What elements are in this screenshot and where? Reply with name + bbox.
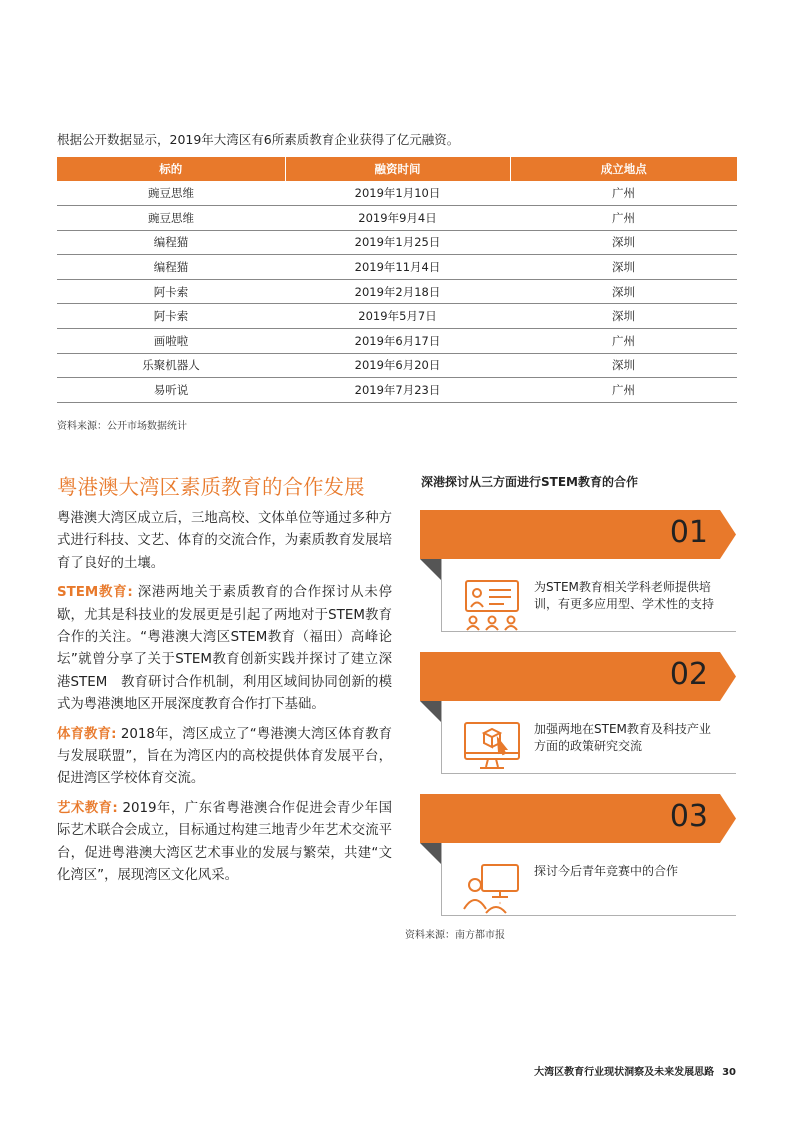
table-row [57, 304, 737, 329]
table-header-row [57, 157, 737, 181]
cell-location: 深圳 [510, 279, 737, 304]
body-paragraph-sport [57, 724, 392, 791]
panel-border-left [441, 701, 442, 773]
panel-text: 加强两地在STEM教育及科技产业方面的政策研究交流 [534, 722, 711, 753]
page-number: 30 [722, 1067, 736, 1078]
cooperation-panel-01 [420, 510, 736, 648]
panel-number: 02 [669, 657, 708, 692]
cell-date: 2019年6月17日 [285, 329, 510, 354]
table-row [57, 255, 737, 280]
stem-text: 深港两地关于素质教育的合作探讨从未停歇，尤其是科技业的发展更是引起了两地对于STEM教育合作的关注。“粤港澳大湾区STEM教育（福田）高峰论坛”就曾分享了关于STEM教育创新实践并探讨了建立深港STEM 教育研讨合作机制，利用区域间协同创新的模式为粤港澳地区开展深度教育合作打下基础。 [57, 585, 392, 713]
cell-company: 画啦啦 [57, 329, 285, 354]
teacher-training-icon [462, 579, 522, 631]
stem-label: STEM教育: [57, 585, 133, 601]
banner-fold [420, 843, 442, 865]
cell-company: 阿卡索 [57, 304, 285, 329]
cell-location: 广州 [510, 206, 737, 231]
banner-fold [420, 559, 442, 581]
table-row [57, 181, 737, 206]
panel-border-left [441, 559, 442, 631]
cell-date: 2019年2月18日 [285, 279, 510, 304]
sport-text: 2018年，湾区成立了“粤港澳大湾区体育教育与发展联盟”，旨在为湾区内的高校提供体育发展平台，促进湾区学校体育交流。 [57, 726, 392, 787]
art-text: 2019年，广东省粤港澳合作促进会青少年国际艺术联合会成立，目标通过构建三地青少年艺术交流平台，促进粤港澳大湾区艺术事业的发展与繁荣，共建“文化湾区”，展现湾区文化风采。 [57, 800, 392, 884]
banner-fold [420, 701, 442, 723]
cell-date: 2019年6月20日 [285, 353, 510, 378]
panel-banner [420, 652, 736, 701]
table-row [57, 378, 737, 403]
panel-border-left [441, 843, 442, 915]
cell-date: 2019年1月10日 [285, 181, 510, 206]
cell-date: 2019年1月25日 [285, 230, 510, 255]
table-row [57, 206, 737, 231]
art-label: 艺术教育: [57, 800, 118, 816]
panel-border-bottom [441, 915, 736, 916]
table-row [57, 279, 737, 304]
table-row [57, 230, 737, 255]
cell-location: 深圳 [510, 353, 737, 378]
header-location: 成立地点 [510, 157, 737, 181]
cell-location: 深圳 [510, 230, 737, 255]
sport-label: 体育教育: [57, 726, 117, 742]
panel-number: 01 [669, 515, 708, 550]
header-target: 标的 [57, 157, 285, 181]
body-text [57, 508, 392, 895]
cooperation-title: 深港探讨从三方面进行STEM教育的合作 [421, 475, 638, 489]
page-footer [534, 1063, 736, 1078]
panel-number: 03 [669, 799, 708, 834]
footer-title: 大湾区教育行业现状洞察及未来发展思路 [534, 1067, 715, 1078]
intro-text: 根据公开数据显示，2019年大湾区有6所素质教育企业获得了亿元融资。 [57, 132, 460, 147]
cooperation-panel-02 [420, 652, 736, 790]
panel-source-note: 资料来源：南方都市报 [405, 930, 505, 941]
cell-date: 2019年9月4日 [285, 206, 510, 231]
body-paragraph-art [57, 798, 392, 888]
panel-banner [420, 794, 736, 843]
cell-location: 深圳 [510, 255, 737, 280]
panel-border-bottom [441, 773, 736, 774]
cell-date: 2019年5月7日 [285, 304, 510, 329]
cell-date: 2019年11月4日 [285, 255, 510, 280]
cooperation-panel-03 [420, 794, 736, 932]
cell-company: 豌豆思维 [57, 206, 285, 231]
computer-cube-icon [462, 721, 522, 773]
body-paragraph-stem [57, 582, 392, 716]
cell-location: 深圳 [510, 304, 737, 329]
header-date: 融资时间 [285, 157, 510, 181]
youth-competition-icon [462, 863, 522, 915]
cell-company: 乐聚机器人 [57, 353, 285, 378]
body-paragraph-intro: 粤港澳大湾区成立后，三地高校、文体单位等通过多种方式进行科技、文艺、体育的交流合作，为素质教育发展培育了良好的土壤。 [57, 511, 392, 571]
cell-location: 广州 [510, 329, 737, 354]
financing-table [57, 157, 737, 403]
table-row [57, 353, 737, 378]
cell-location: 广州 [510, 181, 737, 206]
section-title: 粤港澳大湾区素质教育的合作发展 [57, 475, 365, 499]
cell-company: 豌豆思维 [57, 181, 285, 206]
cell-location: 广州 [510, 378, 737, 403]
cell-company: 编程猫 [57, 230, 285, 255]
cell-company: 编程猫 [57, 255, 285, 280]
panel-text: 为STEM教育相关学科老师提供培训，有更多应用型、学术性的支持 [534, 580, 715, 611]
cell-company: 阿卡索 [57, 279, 285, 304]
panel-banner [420, 510, 736, 559]
panel-text: 探讨今后青年竞赛中的合作 [534, 864, 679, 878]
cell-date: 2019年7月23日 [285, 378, 510, 403]
panel-border-bottom [441, 631, 736, 632]
table-source-note: 资料来源：公开市场数据统计 [57, 421, 187, 432]
cell-company: 易听说 [57, 378, 285, 403]
table-row [57, 329, 737, 354]
